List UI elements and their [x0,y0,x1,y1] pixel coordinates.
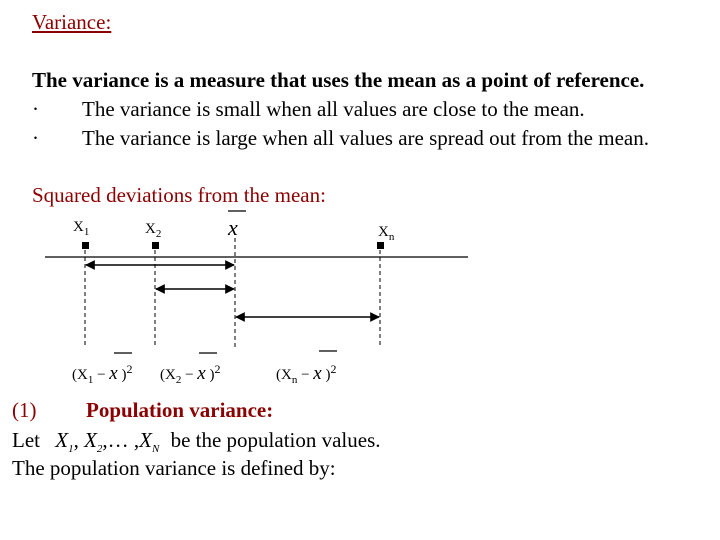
point-x1 [82,242,89,249]
slide-title: Variance: [32,10,112,34]
deviation-x1: ($X_1 - x$ )$^2$ [72,362,133,386]
label-mean: x [228,215,238,240]
squared-deviations-heading: Squared deviations from the mean: [32,183,326,207]
deviation-x2: ($X_2 - x$ )$^2$ [160,362,221,386]
point-x2 [152,242,159,249]
definition-text: The population variance is defined by: [12,456,336,480]
label-x2: $X_2$ [145,221,162,240]
intro-text: The variance is a measure that uses the mean as a point of reference. [32,68,645,92]
bullet-marker: · [32,126,39,150]
label-x1: $X_1$ [73,219,90,238]
bullet-marker: · [32,97,39,121]
label-xn: $X_n$ [378,224,395,243]
bullet-item-large: The variance is large when all values are spread out from the mean. [82,126,649,150]
let-line: Let $X_1$, $X_2,\dots$ $,X_N$ be the population values. [12,428,381,456]
point-xn [377,242,384,249]
section-number: (1) [12,398,37,422]
bullet-item-small: The variance is small when all values are close to the mean. [82,97,585,121]
deviation-xn: ($X_n - x$ )$^2$ [276,362,337,386]
section-heading: Population variance: [86,398,274,422]
